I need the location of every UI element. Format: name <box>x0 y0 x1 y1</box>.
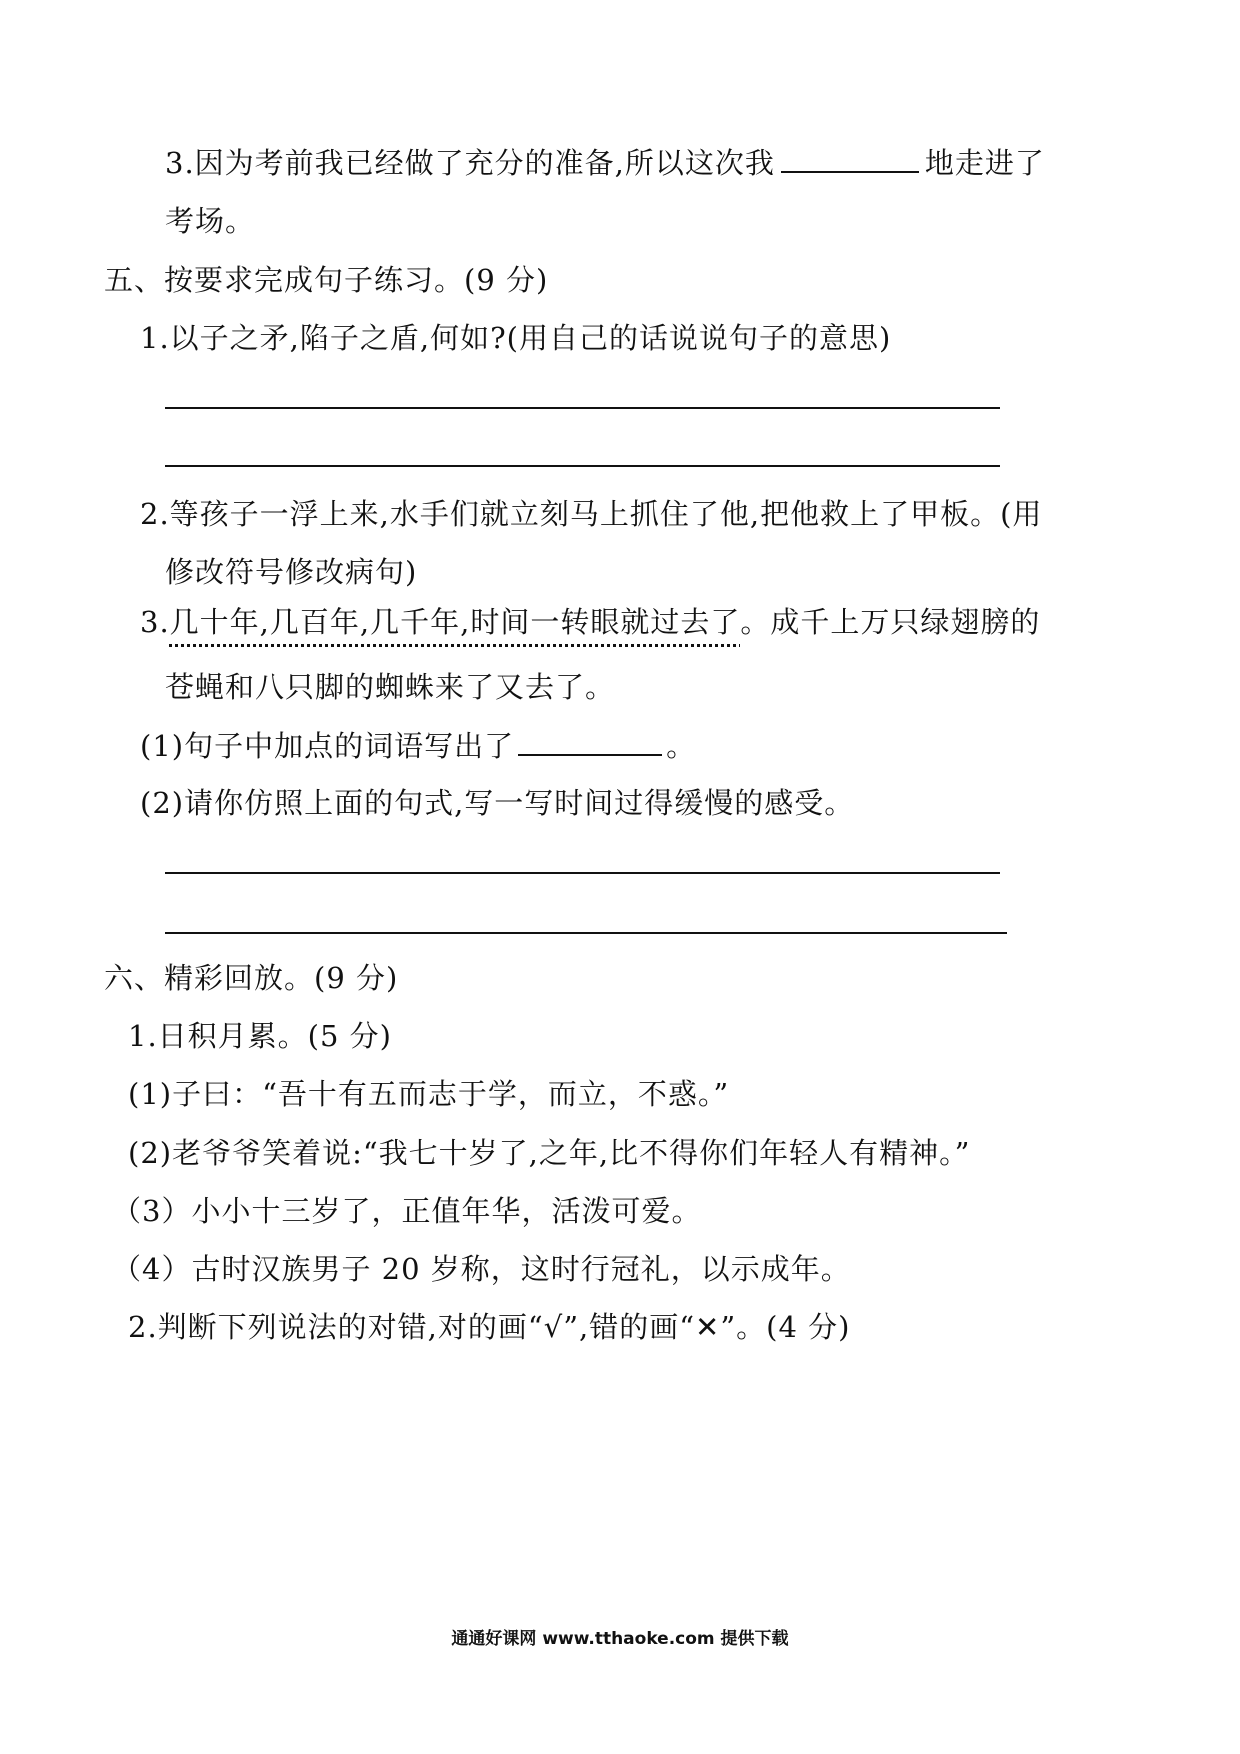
footer-credit: 通通好课网 www.tthaoke.com 提供下载 <box>451 1629 789 1649</box>
section6-heading: 六、精彩回放。(9 分) <box>104 961 399 995</box>
s5-q2-line1: 2.等孩子一浮上来,水手们就立刻马上抓住了他,把他救上了甲板。(用 <box>140 497 1043 531</box>
s5-q3-answer-line-2[interactable] <box>165 932 1007 934</box>
s4-q3-line1 <box>165 143 1045 183</box>
s5-q3-sub2: (2)请你仿照上面的句式,写一写时间过得缓慢的感受。 <box>140 786 855 820</box>
s5-q3-rest: 。成千上万只绿翅膀的 <box>740 605 1041 639</box>
s5-q3-line2: 苍蝇和八只脚的蜘蛛来了又去了。 <box>165 670 616 704</box>
s6-p1-item-3: （3）小小十三岁了，正值年华，活泼可爱。 <box>112 1194 702 1228</box>
s4-q3-text-before: 3.因为考前我已经做了充分的准备,所以这次我 <box>165 146 775 180</box>
s4-q3-answer-blank[interactable] <box>781 145 919 173</box>
s5-q3-line1 <box>140 602 1040 642</box>
s4-q3-line2: 考场。 <box>165 204 256 238</box>
s5-q3-sub1-after: 。 <box>666 729 697 763</box>
s6-p1-item-2: (2)老爷爷笑着说:“我七十岁了,之年,比不得你们年轻人有精神。” <box>128 1136 971 1170</box>
s5-q1-answer-line-1[interactable] <box>165 407 1000 409</box>
s5-q3-sub1-before: (1)句子中加点的词语写出了 <box>140 729 515 763</box>
section5-heading: 五、按要求完成句子练习。(9 分) <box>104 263 549 297</box>
s5-q3-sub1-answer-blank[interactable] <box>518 728 662 756</box>
s6-p1-item-1: (1)子曰：“吾十有五而志于学，而立，不惑。” <box>128 1077 730 1111</box>
s5-q3-prefix: 3. <box>140 605 170 639</box>
s5-q3-answer-line-1[interactable] <box>165 872 1000 874</box>
s5-q3-sub1 <box>140 726 696 766</box>
s6-p1: 1.日积月累。(5 分) <box>128 1019 392 1053</box>
s5-q1: 1.以子之矛,陷子之盾,何如?(用自己的话说说句子的意思) <box>140 321 892 355</box>
s6-p2: 2.判断下列说法的对错,对的画“√”,错的画“✕”。(4 分) <box>128 1310 851 1344</box>
s6-p1-item-4: （4）古时汉族男子 20 岁称，这时行冠礼，以示成年。 <box>112 1252 851 1286</box>
s4-q3-text-after: 地走进了 <box>924 146 1045 180</box>
s5-q2-line2: 修改符号修改病句) <box>165 555 418 589</box>
s5-q1-answer-line-2[interactable] <box>165 465 1000 467</box>
s5-q3-dotted-words: 几十年,几百年,几千年,时间一转眼就过去了 <box>169 605 741 639</box>
